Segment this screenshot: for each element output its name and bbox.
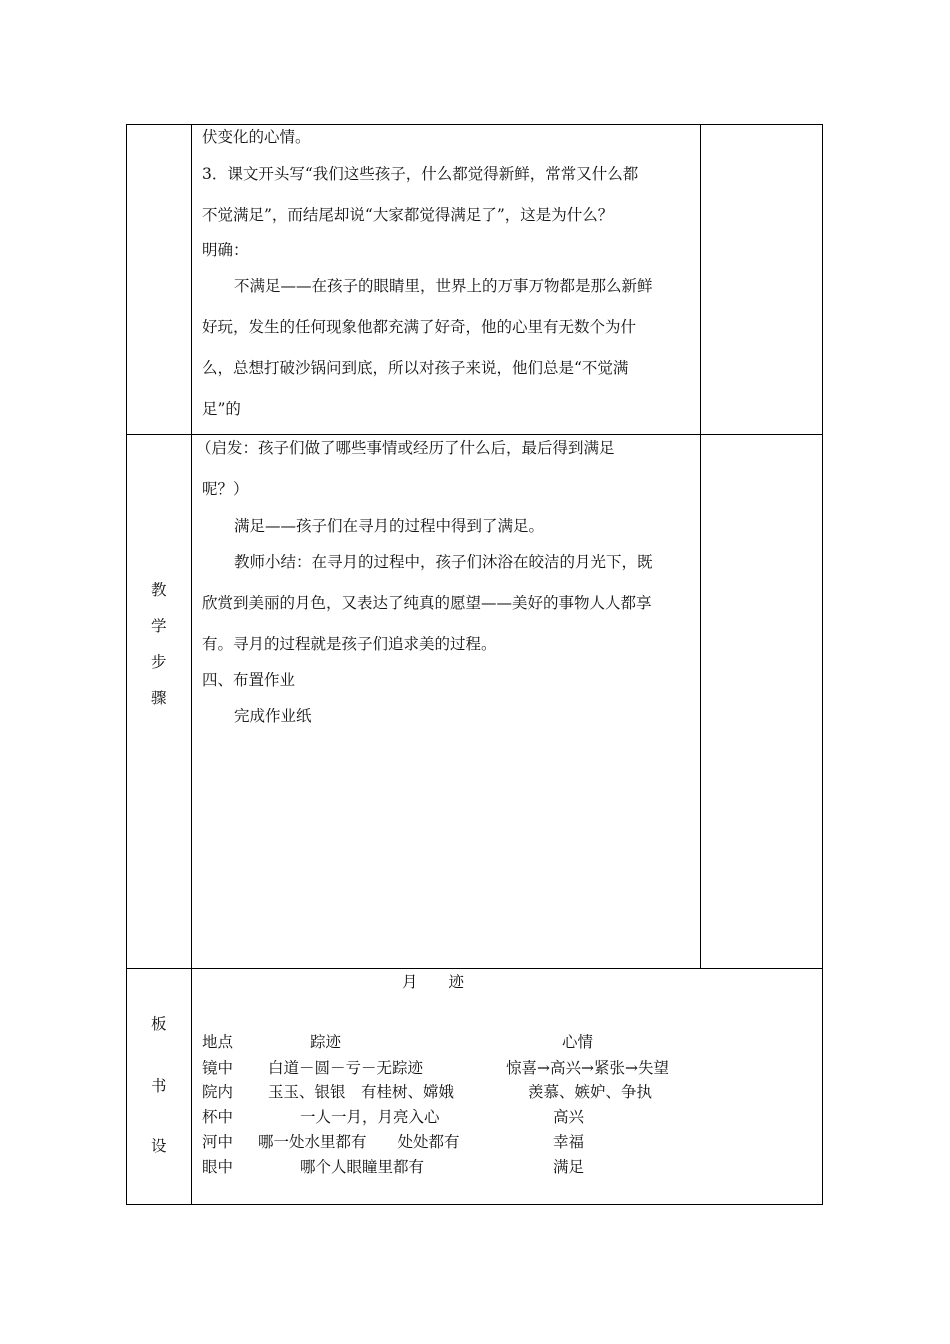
notes-column-divider <box>700 124 701 969</box>
row-trace: 玉玉、银银 有桂树、嫦娥 <box>268 1083 455 1101</box>
row-place: 眼中 <box>202 1158 234 1176</box>
row-divider-1 <box>126 434 823 435</box>
label-char: 板 <box>151 1015 167 1033</box>
row-place: 院内 <box>202 1083 234 1101</box>
label-char: 教 <box>151 581 167 599</box>
header-mood: 心情 <box>562 1033 594 1051</box>
paragraph-line: 四、布置作业 <box>202 671 296 689</box>
row-mood: 满足 <box>553 1158 585 1176</box>
row-place: 镜中 <box>202 1059 234 1077</box>
label-char: 步 <box>151 653 167 671</box>
paragraph-line: 足”的 <box>202 400 241 418</box>
paragraph-line: 完成作业纸 <box>234 707 312 725</box>
paragraph-line: 3．课文开头写“我们这些孩子，什么都觉得新鲜，常常又什么都 <box>202 165 639 183</box>
paragraph-line: 呢？） <box>202 480 249 498</box>
paragraph-line: 好玩，发生的任何现象他都充满了好奇，他的心里有无数个为什 <box>202 318 637 336</box>
label-column-divider <box>191 124 192 1205</box>
paragraph-line: 欣赏到美丽的月色，又表达了纯真的愿望——美好的事物人人都享 <box>202 594 652 612</box>
header-place: 地点 <box>202 1033 234 1051</box>
row-mood: 高兴 <box>553 1108 585 1126</box>
row-mood: 惊喜→高兴→紧张→失望 <box>506 1059 669 1077</box>
paragraph-line: （启发：孩子们做了哪些事情或经历了什么后，最后得到满足 <box>196 439 615 457</box>
header-trace: 踪迹 <box>310 1033 342 1051</box>
paragraph-line: 教师小结：在寻月的过程中，孩子们沐浴在皎洁的月光下，既 <box>234 553 653 571</box>
table-right-border <box>822 124 823 1205</box>
paragraph-line: 明确： <box>202 241 249 259</box>
label-char: 书 <box>151 1077 167 1095</box>
paragraph-line: 不觉满足”，而结尾却说“大家都觉得满足了”，这是为什么？ <box>202 206 614 224</box>
paragraph-line: 有。寻月的过程就是孩子们追求美的过程。 <box>202 635 497 653</box>
paragraph-line: 不满足——在孩子的眼睛里，世界上的万事万物都是那么新鲜 <box>234 277 653 295</box>
row-trace: 哪个人眼瞳里都有 <box>300 1158 425 1176</box>
label-char: 骤 <box>151 689 167 707</box>
table-bottom-border <box>126 1204 823 1205</box>
paragraph-line: 么，总想打破沙锅问到底，所以对孩子来说，他们总是“不觉满 <box>202 359 629 377</box>
row-place: 杯中 <box>202 1108 234 1126</box>
label-char: 学 <box>151 617 167 635</box>
row-mood: 幸福 <box>553 1133 585 1151</box>
paragraph-line: 伏变化的心情。 <box>202 128 311 146</box>
row-trace: 白道－圆－亏－无踪迹 <box>268 1059 424 1077</box>
row-divider-2 <box>126 968 823 969</box>
paragraph-line: 满足——孩子们在寻月的过程中得到了满足。 <box>234 517 545 535</box>
label-char: 设 <box>151 1137 167 1155</box>
table-top-border <box>126 124 823 125</box>
table-left-border <box>126 124 127 1205</box>
row-trace: 哪一处水里都有 处处都有 <box>258 1133 460 1151</box>
row-place: 河中 <box>202 1133 234 1151</box>
row-trace: 一人一月，月亮入心 <box>300 1108 440 1126</box>
board-title: 月 迹 <box>402 973 465 991</box>
row-mood: 羡慕、嫉妒、争执 <box>528 1083 653 1101</box>
